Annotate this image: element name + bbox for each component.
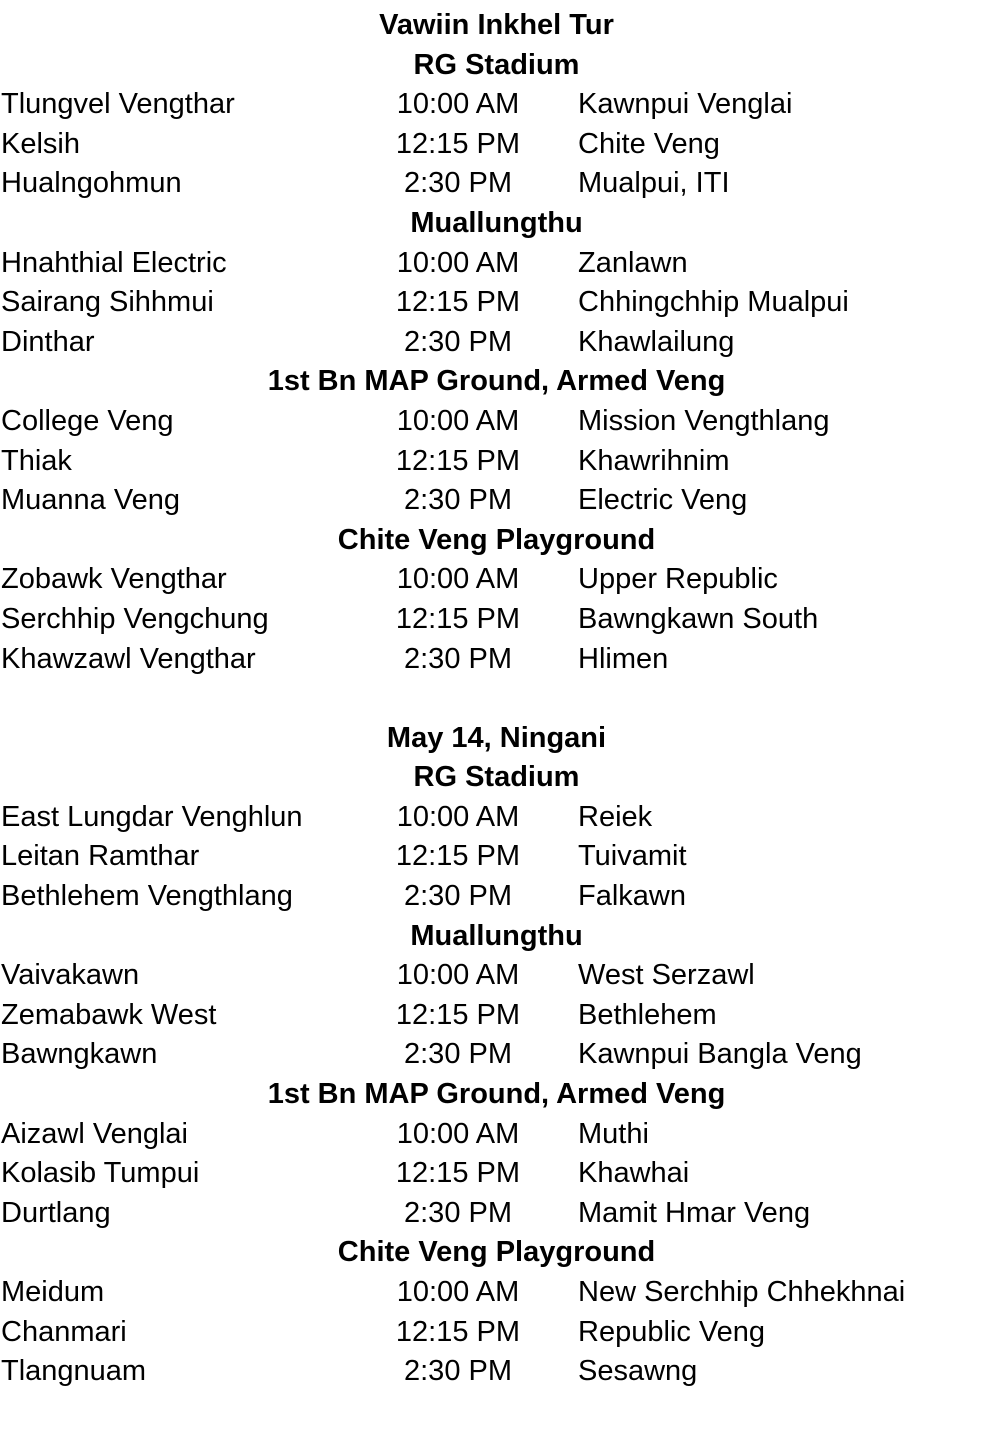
away-team: Electric Veng bbox=[578, 484, 748, 517]
kickoff-time: 12:15 PM bbox=[395, 444, 521, 477]
kickoff-time: 12:15 PM bbox=[395, 127, 521, 160]
away-team: Mamit Hmar Veng bbox=[578, 1196, 811, 1229]
venue-heading: Muallungthu bbox=[410, 919, 583, 952]
away-team: Khawlailung bbox=[578, 325, 735, 358]
away-team: Mission Vengthlang bbox=[578, 404, 830, 437]
kickoff-time: 12:15 PM bbox=[395, 602, 521, 635]
kickoff-time: 10:00 AM bbox=[396, 563, 520, 596]
kickoff-time: 12:15 PM bbox=[395, 1157, 521, 1190]
home-team: Zobawk Vengthar bbox=[1, 563, 227, 596]
venue-heading: Chite Veng Playground bbox=[337, 523, 656, 556]
match-row bbox=[0, 877, 993, 917]
away-team: New Serchhip Chhekhnai bbox=[578, 1276, 906, 1308]
match-row bbox=[0, 640, 993, 680]
home-team: Khawzawl Vengthar bbox=[1, 642, 256, 675]
match-row bbox=[0, 244, 993, 284]
match-row bbox=[0, 85, 993, 125]
kickoff-time: 12:15 PM bbox=[395, 1315, 521, 1348]
home-team: Serchhip Vengchung bbox=[1, 602, 269, 635]
match-row bbox=[0, 1194, 993, 1234]
kickoff-time: 2:30 PM bbox=[404, 1196, 512, 1229]
kickoff-time: 2:30 PM bbox=[404, 167, 512, 200]
kickoff-time: 10:00 AM bbox=[396, 88, 520, 121]
home-team: Muanna Veng bbox=[1, 484, 180, 517]
home-team: Thiak bbox=[1, 444, 72, 477]
section-title: May 14, Ningani bbox=[386, 721, 607, 754]
match-row bbox=[0, 1273, 993, 1313]
home-team: Durtlang bbox=[1, 1196, 111, 1229]
venue-heading: 1st Bn MAP Ground, Armed Veng bbox=[267, 1078, 726, 1111]
home-team: Kolasib Tumpui bbox=[1, 1157, 200, 1190]
match-row bbox=[0, 1352, 993, 1392]
away-team: Kawnpui Bangla Veng bbox=[578, 1038, 862, 1071]
away-team: Khawhai bbox=[578, 1157, 690, 1190]
venue-heading: RG Stadium bbox=[413, 48, 580, 81]
kickoff-time: 10:00 AM bbox=[396, 404, 520, 437]
away-team: Sesawng bbox=[578, 1355, 698, 1388]
section-spacer bbox=[0, 679, 993, 719]
match-row bbox=[0, 600, 993, 640]
match-row bbox=[0, 481, 993, 521]
away-team: West Serzawl bbox=[578, 959, 755, 992]
match-row bbox=[0, 798, 993, 838]
match-row bbox=[0, 1313, 993, 1353]
away-team: Falkawn bbox=[578, 880, 686, 913]
kickoff-time: 10:00 AM bbox=[396, 246, 520, 279]
match-row bbox=[0, 837, 993, 877]
match-row bbox=[0, 283, 993, 323]
kickoff-time: 10:00 AM bbox=[396, 800, 520, 833]
home-team: Sairang Sihhmui bbox=[1, 286, 214, 319]
venue-heading: Chite Veng Playground bbox=[337, 1236, 656, 1269]
away-team: Bawngkawn South bbox=[578, 602, 819, 635]
away-team: Mualpui, ITI bbox=[578, 167, 730, 200]
away-team: Zanlawn bbox=[578, 246, 688, 279]
home-team: Hualngohmun bbox=[1, 167, 182, 200]
match-row bbox=[0, 1115, 993, 1155]
venue-heading: 1st Bn MAP Ground, Armed Veng bbox=[267, 365, 726, 398]
home-team: Meidum bbox=[1, 1276, 105, 1308]
kickoff-time: 10:00 AM bbox=[396, 1117, 520, 1150]
away-team: Muthi bbox=[578, 1117, 649, 1150]
home-team: Leitan Ramthar bbox=[1, 840, 200, 873]
match-row bbox=[0, 164, 993, 204]
kickoff-time: 2:30 PM bbox=[404, 642, 512, 675]
kickoff-time: 12:15 PM bbox=[395, 286, 521, 319]
home-team: Tlangnuam bbox=[1, 1355, 147, 1388]
match-row bbox=[0, 323, 993, 363]
home-team: College Veng bbox=[1, 404, 174, 437]
home-team: Bawngkawn bbox=[1, 1038, 158, 1071]
home-team: Bethlehem Vengthlang bbox=[1, 880, 293, 913]
home-team: Dinthar bbox=[1, 325, 95, 358]
match-row bbox=[0, 560, 993, 600]
kickoff-time: 10:00 AM bbox=[396, 959, 520, 992]
away-team: Reiek bbox=[578, 800, 653, 833]
venue-heading: Muallungthu bbox=[410, 206, 583, 239]
home-team: Hnahthial Electric bbox=[1, 246, 227, 279]
kickoff-time: 2:30 PM bbox=[404, 484, 512, 517]
away-team: Tuivamit bbox=[578, 840, 687, 873]
home-team: Chanmari bbox=[1, 1315, 127, 1348]
kickoff-time: 12:15 PM bbox=[395, 998, 521, 1031]
kickoff-time: 10:00 AM bbox=[396, 1276, 520, 1308]
match-row bbox=[0, 402, 993, 442]
away-team: Chhingchhip Mualpui bbox=[578, 286, 849, 319]
kickoff-time: 12:15 PM bbox=[395, 840, 521, 873]
away-team: Kawnpui Venglai bbox=[578, 88, 793, 121]
home-team: Zemabawk West bbox=[1, 998, 217, 1031]
home-team: Aizawl Venglai bbox=[1, 1117, 188, 1150]
match-row bbox=[0, 1154, 993, 1194]
kickoff-time: 2:30 PM bbox=[404, 325, 512, 358]
away-team: Bethlehem bbox=[578, 998, 717, 1031]
kickoff-time: 2:30 PM bbox=[404, 1038, 512, 1071]
match-row bbox=[0, 1035, 993, 1075]
home-team: Tlungvel Vengthar bbox=[1, 88, 235, 121]
match-row bbox=[0, 956, 993, 996]
match-row bbox=[0, 125, 993, 165]
venue-heading: RG Stadium bbox=[413, 761, 580, 794]
kickoff-time: 2:30 PM bbox=[404, 880, 512, 913]
away-team: Hlimen bbox=[578, 642, 669, 675]
kickoff-time: 2:30 PM bbox=[404, 1355, 512, 1388]
away-team: Upper Republic bbox=[578, 563, 778, 596]
away-team: Republic Veng bbox=[578, 1315, 766, 1348]
home-team: Vaivakawn bbox=[1, 959, 140, 992]
fixture-schedule bbox=[0, 6, 993, 1392]
match-row bbox=[0, 996, 993, 1036]
home-team: Kelsih bbox=[1, 127, 80, 160]
match-row bbox=[0, 442, 993, 482]
home-team: East Lungdar Venghlun bbox=[1, 800, 303, 833]
away-team: Chite Veng bbox=[578, 127, 720, 160]
away-team: Khawrihnim bbox=[578, 444, 730, 477]
section-title: Vawiin Inkhel Tur bbox=[379, 9, 614, 41]
